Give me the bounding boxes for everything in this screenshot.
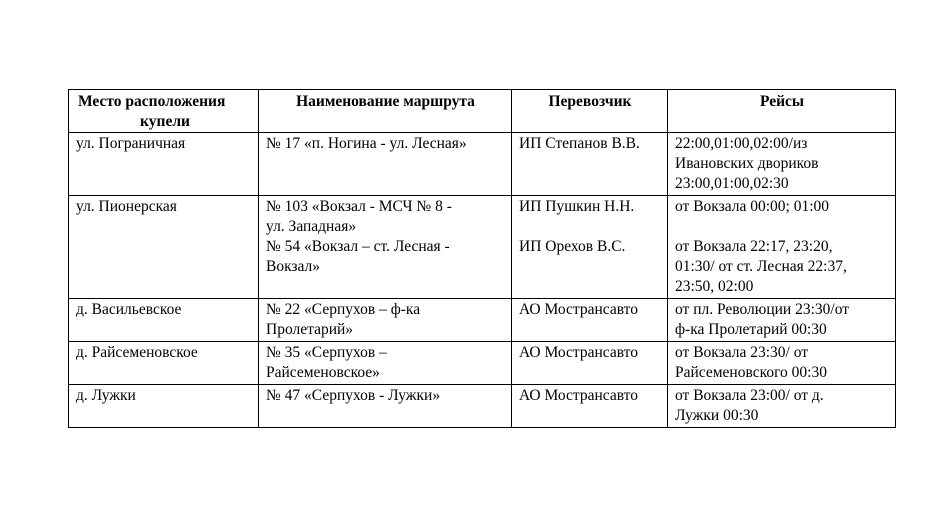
table-row <box>69 196 896 299</box>
cell-trips <box>668 299 896 342</box>
route-line: Вокзал» <box>266 258 321 275</box>
cell-trips <box>668 196 896 299</box>
trips-line: ф-ка Пролетарий 00:30 <box>675 321 827 338</box>
cell-location: ул. Пионерская <box>69 196 259 299</box>
cell-carrier <box>512 342 668 385</box>
route-line: № 54 «Вокзал – ст. Лесная - <box>266 238 450 255</box>
cell-trips <box>668 385 896 428</box>
route-line: Райсеменовское» <box>266 364 380 381</box>
header-trips: Рейсы <box>668 90 896 133</box>
cell-route <box>259 342 512 385</box>
table-row <box>69 133 896 196</box>
trips-line: 22:00,01:00,02:00/из <box>675 135 808 152</box>
cell-location: д. Райсеменовское <box>69 342 259 385</box>
route-line: № 35 «Серпухов – <box>266 344 387 361</box>
trips-line: Райсеменовского 00:30 <box>675 364 827 381</box>
cell-carrier <box>512 385 668 428</box>
cell-carrier <box>512 196 668 299</box>
trips-line: Ивановских двориков <box>675 155 819 172</box>
carrier-line: АО Мострансавто <box>519 344 638 361</box>
header-location <box>69 90 259 133</box>
trips-line: 23:50, 02:00 <box>675 278 754 295</box>
header-location-line1: Место расположения <box>78 93 226 110</box>
route-line: ул. Западная» <box>266 218 357 235</box>
trips-line: от Вокзала 23:30/ от <box>675 344 809 361</box>
cell-route <box>259 196 512 299</box>
route-line: № 17 «п. Ногина - ул. Лесная» <box>266 135 467 152</box>
carrier-line: АО Мострансавто <box>519 301 638 318</box>
carrier-line: ИП Пушкин Н.Н. <box>519 198 635 215</box>
carrier-line: АО Мострансавто <box>519 387 638 404</box>
trips-line: от Вокзала 22:17, 23:20, <box>675 238 833 255</box>
cell-location: д. Лужки <box>69 385 259 428</box>
route-line: Пролетарий» <box>266 321 354 338</box>
cell-route <box>259 385 512 428</box>
cell-carrier <box>512 299 668 342</box>
cell-carrier <box>512 133 668 196</box>
cell-trips <box>668 133 896 196</box>
header-route: Наименование маршрута <box>259 90 512 133</box>
table-header-row <box>69 90 896 133</box>
route-line: № 103 «Вокзал - МСЧ № 8 - <box>266 198 452 215</box>
table-row <box>69 385 896 428</box>
cell-location: ул. Пограничная <box>69 133 259 196</box>
cell-route <box>259 299 512 342</box>
route-line: № 22 «Серпухов – ф-ка <box>266 301 421 318</box>
cell-trips <box>668 342 896 385</box>
trips-line: 01:30/ от ст. Лесная 22:37, <box>675 258 847 275</box>
trips-line: Лужки 00:30 <box>675 407 759 424</box>
carrier-spacer <box>519 217 661 237</box>
header-location-line2: купели <box>140 113 190 130</box>
header-carrier: Перевозчик <box>512 90 668 133</box>
cell-location: д. Васильевское <box>69 299 259 342</box>
cell-route <box>259 133 512 196</box>
carrier-line: ИП Орехов В.С. <box>519 238 626 255</box>
trips-line: от Вокзала 00:00; 01:00 <box>675 198 830 215</box>
route-line: № 47 «Серпухов - Лужки» <box>266 387 441 404</box>
trips-spacer <box>675 217 889 237</box>
trips-line: от Вокзала 23:00/ от д. <box>675 387 824 404</box>
schedule-table <box>68 89 896 428</box>
table-row <box>69 299 896 342</box>
trips-line: 23:00,01:00,02:30 <box>675 175 789 192</box>
table-row <box>69 342 896 385</box>
trips-line: от пл. Революции 23:30/от <box>675 301 850 318</box>
carrier-line: ИП Степанов В.В. <box>519 135 640 152</box>
